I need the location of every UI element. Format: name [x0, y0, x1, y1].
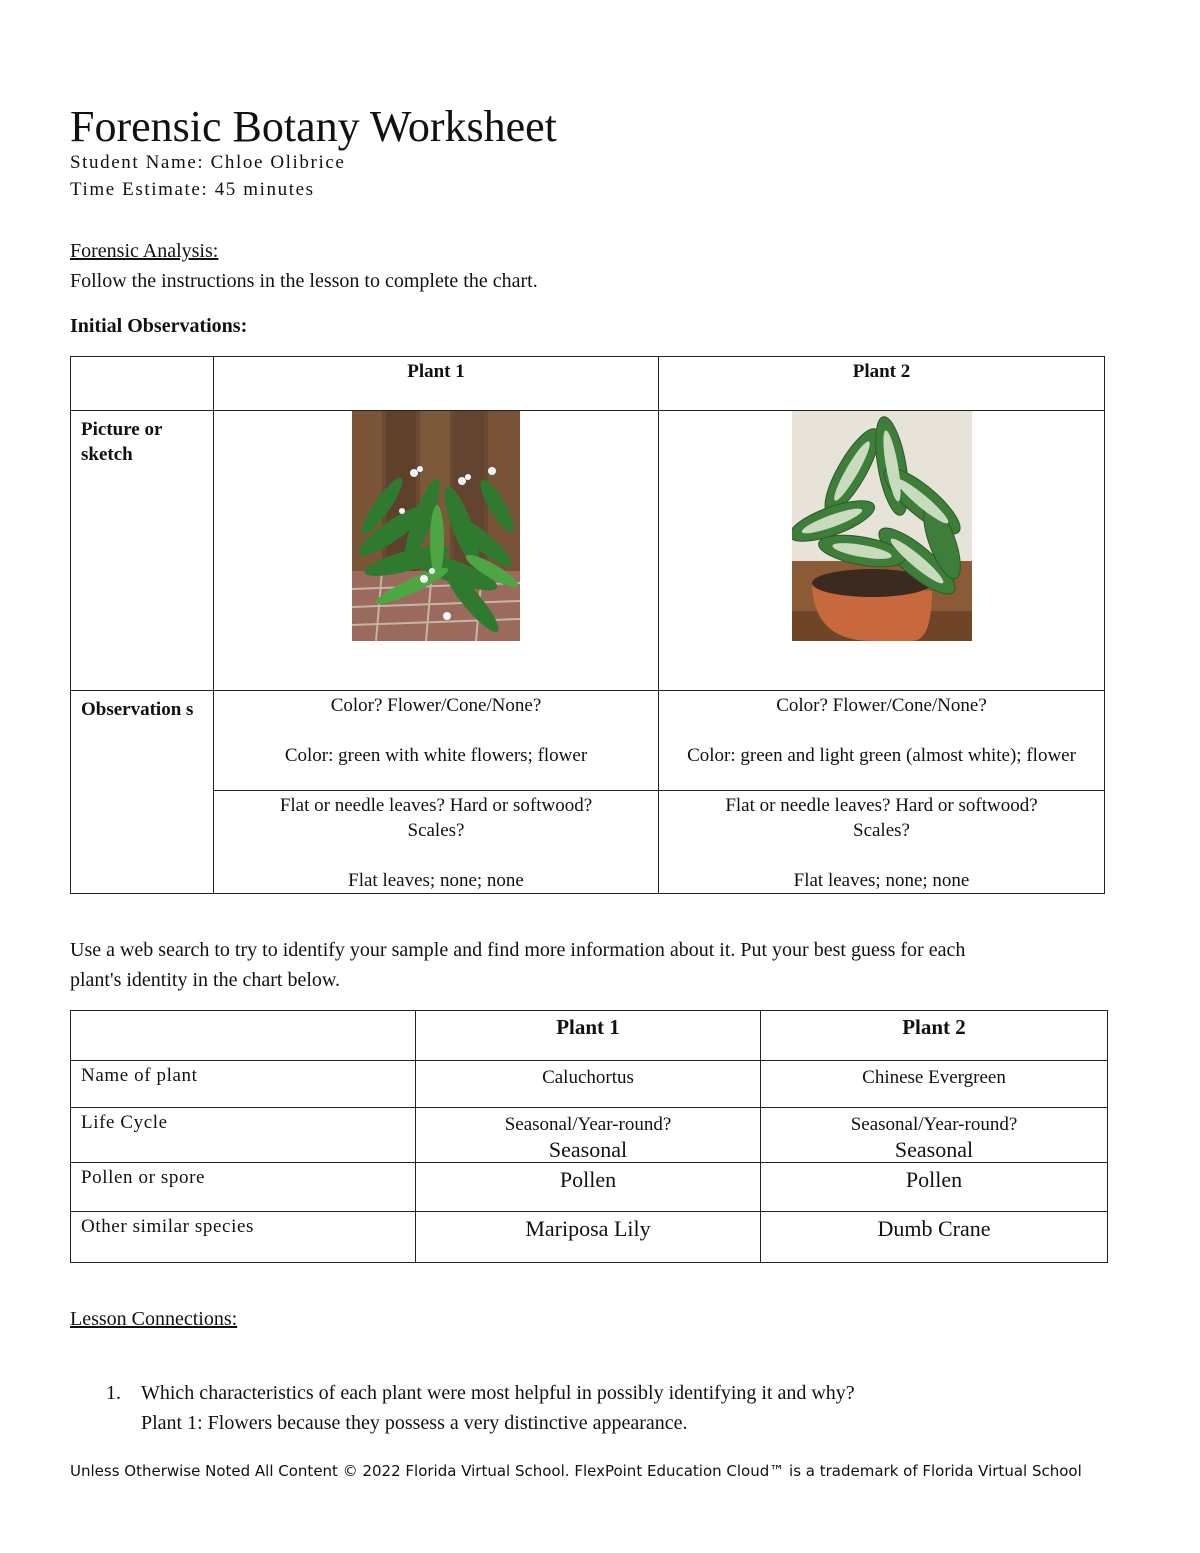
- web-search-text-line1: Use a web search to try to identify your sample and find more information about it. Put your best guess for each: [70, 939, 966, 961]
- table2-header-plant2: Plant 2: [761, 1011, 1108, 1061]
- plant2-name: Chinese Evergreen: [761, 1061, 1108, 1108]
- time-estimate: Time Estimate: 45 minutes: [70, 179, 315, 200]
- plant1-name: Caluchortus: [416, 1061, 761, 1108]
- table-row: [71, 1108, 1108, 1163]
- question-1-answer: Plant 1: Flowers because they possess a very distinctive appearance.: [141, 1412, 688, 1434]
- plant1-similar-species: Mariposa Lily: [416, 1212, 761, 1263]
- row-label-life-cycle: Life Cycle: [71, 1108, 416, 1163]
- plant2-color-cell: [659, 691, 1105, 791]
- row-label-similar-species: Other similar species: [71, 1212, 416, 1263]
- plant1-life-cycle: Seasonal: [548, 1137, 628, 1162]
- plant2-life-cycle-prompt: Seasonal/Year-round?: [850, 1114, 1018, 1135]
- plant2-life-cycle: Seasonal: [894, 1137, 974, 1162]
- plant1-color-prompt: Color? Flower/Cone/None?: [330, 695, 542, 716]
- initial-observations-heading: Initial Observations:: [70, 315, 248, 337]
- lesson-connections-heading: Lesson Connections:: [70, 1308, 238, 1330]
- table-row: [71, 1212, 1108, 1263]
- plant1-pollen: Pollen: [416, 1163, 761, 1212]
- table1-header-plant2: Plant 2: [659, 357, 1105, 411]
- instructions-text: Follow the instructions in the lesson to complete the chart.: [70, 270, 538, 292]
- plant1-leaf-prompt: Flat or needle leaves? Hard or softwood? Scales?: [279, 795, 593, 841]
- question-1-number: 1.: [106, 1382, 121, 1404]
- plant2-similar-species: Dumb Crane: [761, 1212, 1108, 1263]
- plant1-life-cycle-cell: [416, 1108, 761, 1163]
- row-label-observations: Observation s: [71, 691, 214, 894]
- row-label-name: Name of plant: [71, 1061, 416, 1108]
- observations-table: [70, 356, 1105, 894]
- table2-corner-cell: [71, 1011, 416, 1061]
- plant1-picture-cell: [214, 411, 659, 691]
- plant1-leaf-cell: [214, 791, 659, 894]
- plant2-color-answer: Color: green and light green (almost white); flower: [687, 745, 1076, 766]
- identification-table: [70, 1010, 1108, 1263]
- plant2-life-cycle-cell: [761, 1108, 1108, 1163]
- plant2-photo: [792, 411, 972, 641]
- page-title: Forensic Botany Worksheet: [70, 102, 557, 151]
- plant1-photo: [352, 411, 520, 641]
- web-search-text-line2: plant's identity in the chart below.: [70, 969, 341, 991]
- student-name: Student Name: Chloe Olibrice: [70, 152, 346, 173]
- plant2-pollen: Pollen: [761, 1163, 1108, 1212]
- plant1-leaf-answer: Flat leaves; none; none: [348, 870, 524, 891]
- plant2-color-prompt: Color? Flower/Cone/None?: [776, 695, 987, 716]
- forensic-analysis-heading: Forensic Analysis:: [70, 240, 219, 262]
- table1-header-plant1: Plant 1: [214, 357, 659, 411]
- plant1-color-answer: Color: green with white flowers; flower: [284, 745, 588, 766]
- plant1-color-cell: [214, 691, 659, 791]
- plant2-leaf-prompt: Flat or needle leaves? Hard or softwood? Scales?: [725, 795, 1038, 841]
- plant1-life-cycle-prompt: Seasonal/Year-round?: [504, 1114, 672, 1135]
- question-1-text: Which characteristics of each plant were most helpful in possibly identifying it and why?: [141, 1382, 855, 1404]
- plant2-picture-cell: [659, 411, 1105, 691]
- table-row: [71, 1061, 1108, 1108]
- footer-copyright: Unless Otherwise Noted All Content © 2022 Florida Virtual School. FlexPoint Education Cloud™ is a trademark of Florida Virtual School: [70, 1462, 1082, 1480]
- plant2-leaf-answer: Flat leaves; none; none: [793, 870, 970, 891]
- table-row: [71, 1163, 1108, 1212]
- plant2-leaf-cell: [659, 791, 1105, 894]
- row-label-picture: Picture or sketch: [71, 411, 214, 691]
- table1-corner-cell: [71, 357, 214, 411]
- table2-header-plant1: Plant 1: [416, 1011, 761, 1061]
- row-label-pollen: Pollen or spore: [71, 1163, 416, 1212]
